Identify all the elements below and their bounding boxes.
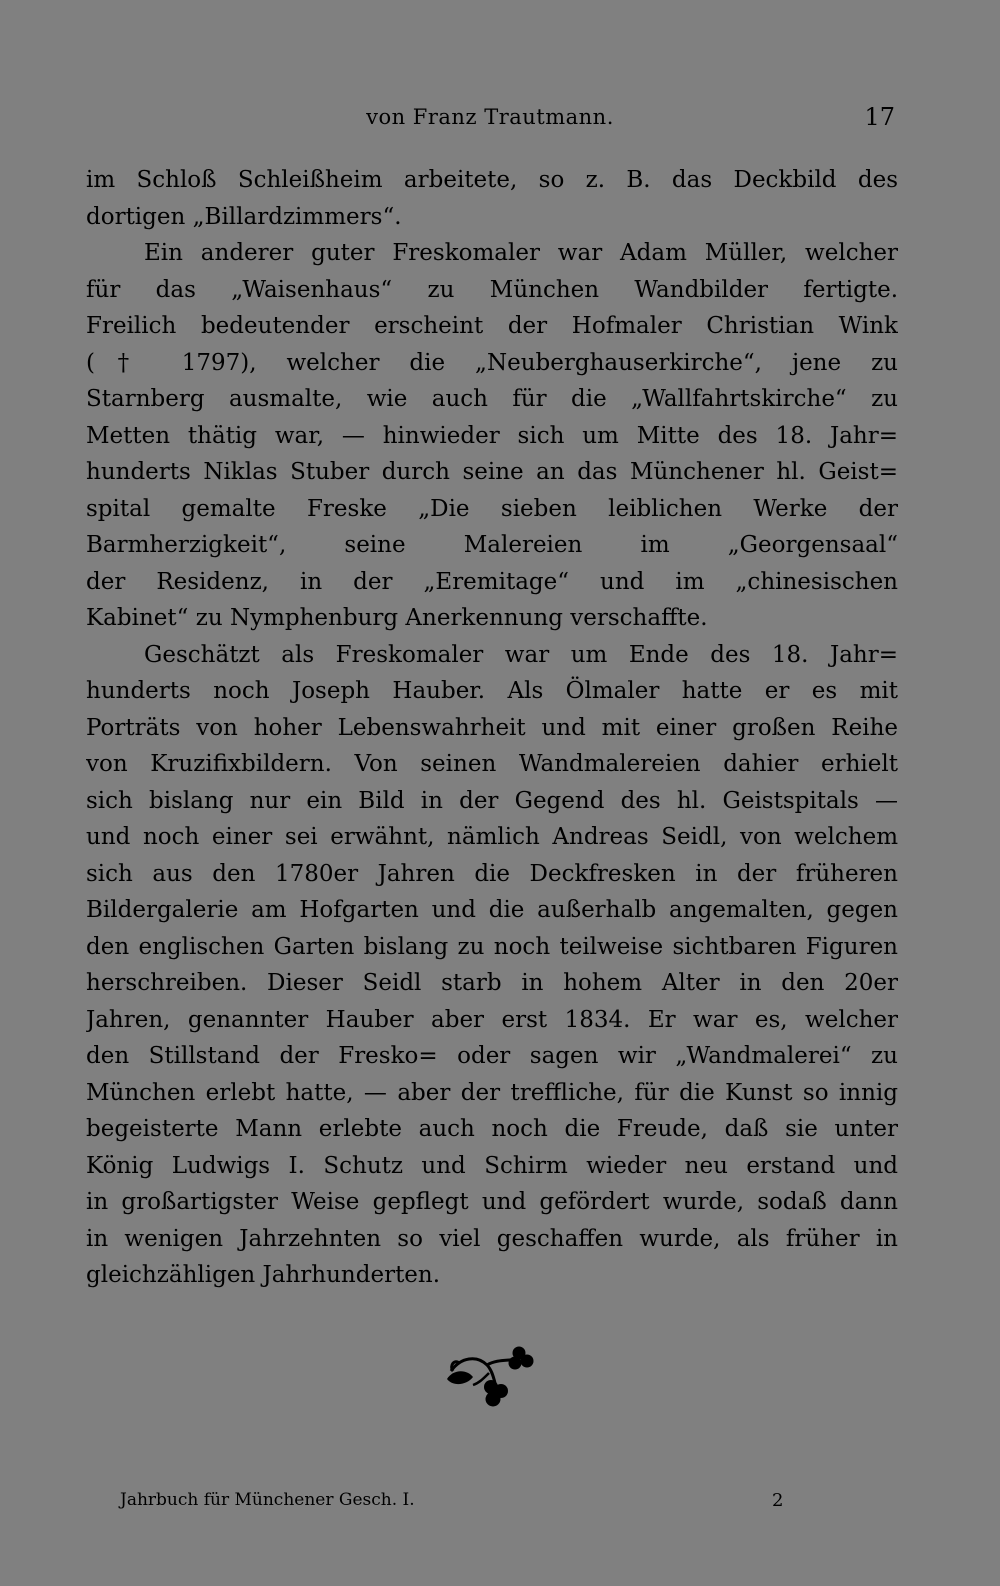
text-line: hunderts noch Joseph Hauber. Als Ölmaler hatte er es mit — [86, 678, 898, 704]
text-line: und noch einer sei erwähnt, nämlich Andreas Seidl, von welchem — [86, 824, 898, 850]
text-line: von Kruzifixbildern. Von seinen Wandmalereien dahier erhielt — [86, 751, 898, 777]
text-line: Porträts von hoher Lebenswahrheit und mit einer großen Reihe — [86, 714, 898, 741]
text-line: sich aus den 1780er Jahren die Deckfresken in der früheren — [86, 860, 898, 887]
text-line: Ein anderer guter Freskomaler war Adam Müller, welcher — [144, 240, 898, 266]
text-line: in großartigster Weise gepflegt und gefördert wurde, sodaß dann — [86, 1189, 898, 1215]
text-line: Freilich bedeutender erscheint der Hofmaler Christian Wink — [86, 313, 898, 339]
text-line: der Residenz, in der „Eremitage“ und im „chinesischen — [86, 568, 898, 595]
text-line: König Ludwigs I. Schutz und Schirm wieder neu erstand und — [86, 1152, 898, 1179]
page-footer — [120, 1490, 800, 1520]
text-line: dortigen „Billardzimmers“. — [86, 203, 402, 230]
text-line: Bildergalerie am Hofgarten und die außerhalb angemalten, gegen — [86, 897, 898, 923]
text-line: für das „Waisenhaus“ zu München Wandbilder fertigte. — [86, 276, 898, 303]
text-line: Barmherzigkeit“, seine Malereien im „Georgensaal“ — [86, 532, 898, 558]
header-title: von Franz Trautmann. — [366, 105, 614, 129]
text-line: den Stillstand der Fresko= oder sagen wir „Wandmalerei“ zu — [86, 1043, 898, 1069]
text-line: Geschätzt als Freskomaler war um Ende des 18. Jahr= — [144, 641, 898, 668]
body-text — [86, 162, 898, 1294]
text-line: Metten thätig war, — hinwieder sich um Mitte des 18. Jahr= — [86, 422, 898, 449]
sheet-signature: 2 — [772, 1490, 784, 1511]
footer-journal-title: Jahrbuch für Münchener Gesch. I. — [120, 1490, 415, 1510]
floral-vignette-icon — [443, 1343, 543, 1415]
page-number: 17 — [864, 103, 895, 131]
text-line: begeisterte Mann erlebte auch noch die Freude, daß sie unter — [86, 1116, 898, 1142]
text-line: gleichzähligen Jahrhunderten. — [86, 1262, 441, 1288]
text-line: († 1797), welcher die „Neuberghauserkirche“, jene zu — [86, 349, 898, 376]
text-line: herschreiben. Dieser Seidl starb in hohem Alter in den 20er — [86, 970, 898, 996]
text-line: Kabinet“ zu Nymphenburg Anerkennung verschaffte. — [86, 605, 708, 631]
text-line: den englischen Garten bislang zu noch teilweise sichtbaren Figuren — [86, 933, 898, 960]
text-line: Starnberg ausmalte, wie auch für die „Wallfahrtskirche“ zu — [86, 386, 898, 412]
text-line: sich bislang nur ein Bild in der Gegend des hl. Geistspitals — — [86, 787, 898, 814]
text-line: Jahren, genannter Hauber aber erst 1834. Er war es, welcher — [86, 1006, 898, 1033]
text-line: spital gemalte Freske „Die sieben leiblichen Werke der — [86, 495, 898, 522]
text-line: hunderts Niklas Stuber durch seine an das Münchener hl. Geist= — [86, 459, 898, 485]
running-header — [85, 105, 895, 141]
text-line: im Schloß Schleißheim arbeitete, so z. B. das Deckbild des — [86, 167, 898, 193]
text-line: in wenigen Jahrzehnten so viel geschaffen wurde, als früher in — [86, 1225, 898, 1252]
text-line: München erlebt hatte, — aber der treffliche, für die Kunst so innig — [86, 1079, 898, 1106]
